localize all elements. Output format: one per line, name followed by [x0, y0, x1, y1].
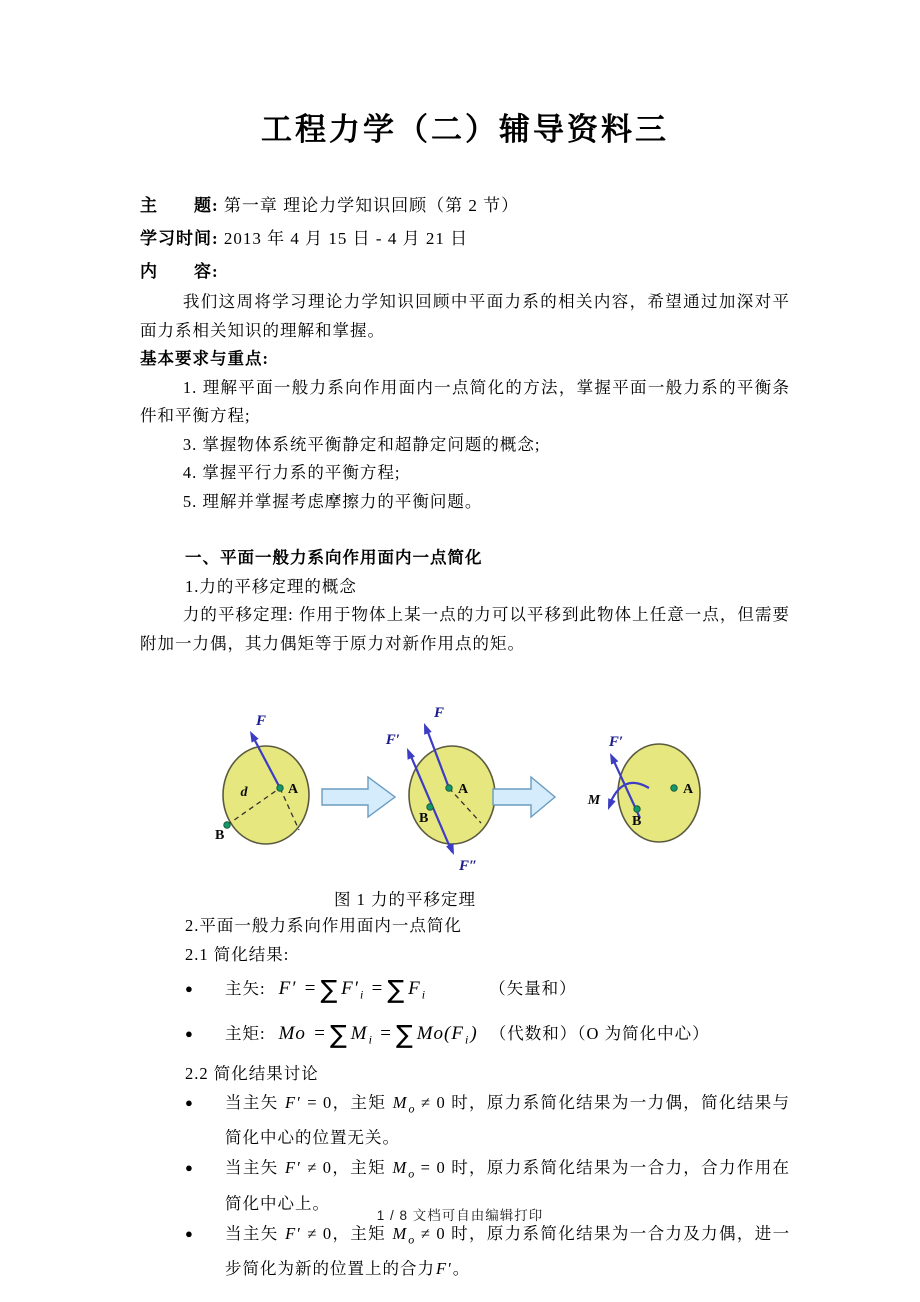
text-part: 当主矢	[225, 1093, 279, 1113]
diagram-original-force	[215, 713, 309, 844]
text-part: 时，原力系简化结果为一力偶，简化结果与简化中心的位置无关。	[225, 1093, 791, 1148]
text-part: ≠ 0	[420, 1223, 446, 1243]
body-ellipse	[409, 746, 495, 844]
math-part: F′	[285, 1223, 301, 1243]
time-label: 学习时间:	[140, 229, 219, 248]
text-part: ≠ 0	[307, 1223, 333, 1243]
formula-label: 主矩:	[225, 1024, 266, 1044]
sum-symbol: ∑	[329, 1020, 348, 1050]
point-B	[427, 804, 433, 810]
bullet-icon: ●	[185, 981, 194, 996]
meta-time	[140, 222, 790, 255]
sum-symbol: ∑	[320, 975, 339, 1004]
formula-part: F′	[278, 978, 297, 999]
text-part: ≠ 0	[420, 1093, 446, 1113]
label-A: A	[683, 782, 694, 797]
result-vector	[225, 969, 790, 1014]
discussion-text	[225, 1088, 790, 1153]
label-A: A	[288, 782, 299, 797]
math-part: F′	[285, 1158, 301, 1178]
formula-part: M	[350, 1023, 368, 1045]
subsection-21-heading: 2.1 简化结果:	[185, 944, 290, 964]
result-moment-row	[140, 1014, 790, 1059]
point-A	[277, 785, 283, 791]
bullet-icon: ●	[185, 1095, 194, 1111]
diagram-result-force-moment	[587, 734, 700, 842]
text-part: 时，原力系简化结果为一合力，合力作用在简化中心上。	[225, 1158, 791, 1213]
formula-part: =	[370, 978, 385, 999]
math-part: M	[392, 1093, 408, 1113]
text-part: 当主矢	[225, 1223, 279, 1243]
math-part: F′	[436, 1258, 452, 1278]
subscript: i	[421, 987, 427, 1002]
label-F: F	[433, 705, 445, 721]
subscript: i	[368, 1032, 373, 1047]
bullet-icon: ●	[185, 1026, 194, 1042]
text-part: 时，原力系简化结果为一合力及力偶，进一步简化为新的位置上的合力	[225, 1223, 791, 1278]
time-value: 2013 年 4 月 15 日 - 4 月 21 日	[223, 229, 469, 248]
theorem-paragraph: 力的平移定理: 作用于物体上某一点的力可以平移到此物体上任意一点，但需要附加一力偶，其力偶矩等于原力对新作用点的矩。	[140, 605, 790, 653]
requirement-item: 1. 理解平面一般力系向作用面内一点简化的方法，掌握平面一般力系的平衡条件和平衡方程;	[140, 377, 790, 425]
point-B	[634, 806, 640, 812]
block-arrow-right	[493, 777, 555, 817]
discussion-text	[225, 1219, 790, 1284]
requirement-item: 4. 掌握平行力系的平衡方程;	[182, 463, 401, 482]
math-part: F′	[285, 1093, 301, 1113]
text-part: 。	[452, 1258, 471, 1278]
page-title: 工程力学（二）辅导资料三	[261, 112, 669, 148]
arrowhead	[420, 722, 431, 735]
text-part: ，主矩	[332, 1223, 387, 1243]
arrowhead	[604, 798, 615, 811]
figure-svg	[182, 692, 742, 877]
label-F-prime: F′	[608, 734, 624, 750]
bullet-icon: ●	[185, 1160, 194, 1176]
content-label: 内 容:	[140, 262, 219, 281]
label-F-prime: F′	[385, 732, 400, 748]
section-heading: 一、平面一般力系向作用面内一点简化	[185, 548, 483, 567]
text-part: ，主矩	[332, 1158, 386, 1178]
arrowhead	[446, 843, 458, 856]
subscript: i	[359, 987, 365, 1002]
text-part: ≠ 0	[307, 1158, 333, 1178]
math-part: M	[392, 1223, 408, 1243]
diagram-added-force-pair	[385, 705, 495, 874]
text-part: = 0	[420, 1158, 446, 1178]
subscript: o	[408, 1231, 416, 1246]
topic-label: 主 题:	[140, 196, 219, 215]
bullet-icon: ●	[185, 1225, 194, 1241]
discussion-item	[140, 1088, 790, 1153]
label-F-doubleprime: F″	[459, 858, 478, 874]
formula-label: 主矢:	[225, 979, 266, 998]
arrowhead	[606, 751, 618, 764]
arrowhead	[246, 729, 258, 742]
point-B	[224, 822, 230, 828]
subsection-2-heading: 2.平面一般力系向作用面内一点简化	[185, 916, 462, 935]
discussion-item	[140, 1219, 790, 1284]
text-part: = 0	[307, 1093, 333, 1113]
subscript: i	[464, 1032, 470, 1047]
point-A	[446, 785, 452, 791]
formula-note: （矢量和）	[489, 979, 577, 998]
formula-part: Mo	[278, 1023, 306, 1045]
arrowhead	[403, 746, 415, 759]
label-F: F	[255, 713, 267, 729]
formula-part: =	[303, 978, 318, 999]
point-A	[671, 785, 677, 791]
intro-paragraph: 我们这周将学习理论力学知识回顾中平面力系的相关内容，希望通过加深对平面力系相关知识的理解和掌握。	[140, 292, 790, 340]
formula-part: =	[379, 1023, 393, 1045]
label-B: B	[215, 828, 225, 843]
page-footer: 1 / 8 文档可自由编辑打印	[376, 1208, 544, 1223]
meta-topic	[140, 189, 790, 222]
formula-part: )	[470, 1023, 478, 1045]
result-vector-row	[140, 969, 790, 1014]
formula-part: F	[408, 978, 421, 999]
requirement-item: 5. 理解并掌握考虑摩擦力的平衡问题。	[182, 491, 483, 511]
sum-symbol: ∑	[395, 1020, 414, 1050]
result-moment	[225, 1014, 790, 1059]
label-B: B	[419, 811, 429, 826]
subscript: o	[408, 1166, 416, 1181]
formula-part: Mo(F	[416, 1023, 464, 1045]
label-M: M	[587, 793, 601, 808]
block-arrow-right	[322, 777, 395, 817]
math-part: M	[392, 1158, 408, 1178]
formula-part: F′	[341, 978, 359, 999]
formula-part: =	[313, 1023, 327, 1045]
requirement-item: 3. 掌握物体系统平衡静定和超静定问题的概念;	[182, 434, 541, 454]
text-part: 当主矢	[225, 1158, 279, 1178]
figure-force-translation	[182, 692, 790, 882]
label-d: d	[240, 785, 248, 800]
text-part: ，主矩	[332, 1093, 387, 1113]
topic-value: 第一章 理论力学知识回顾（第 2 节）	[223, 196, 520, 215]
subscript: o	[408, 1101, 416, 1116]
sum-symbol: ∑	[387, 975, 406, 1004]
subsection-1-heading: 1.力的平移定理的概念	[185, 576, 357, 596]
subsection-22-heading: 2.2 简化结果讨论	[185, 1063, 319, 1083]
requirements-heading: 基本要求与重点:	[140, 349, 269, 368]
label-B: B	[632, 814, 642, 829]
figure-caption: 图 1 力的平移定理	[334, 890, 476, 909]
label-A: A	[458, 782, 469, 797]
formula-note: （代数和）（O 为简化中心）	[489, 1024, 710, 1044]
meta-content	[140, 255, 790, 288]
